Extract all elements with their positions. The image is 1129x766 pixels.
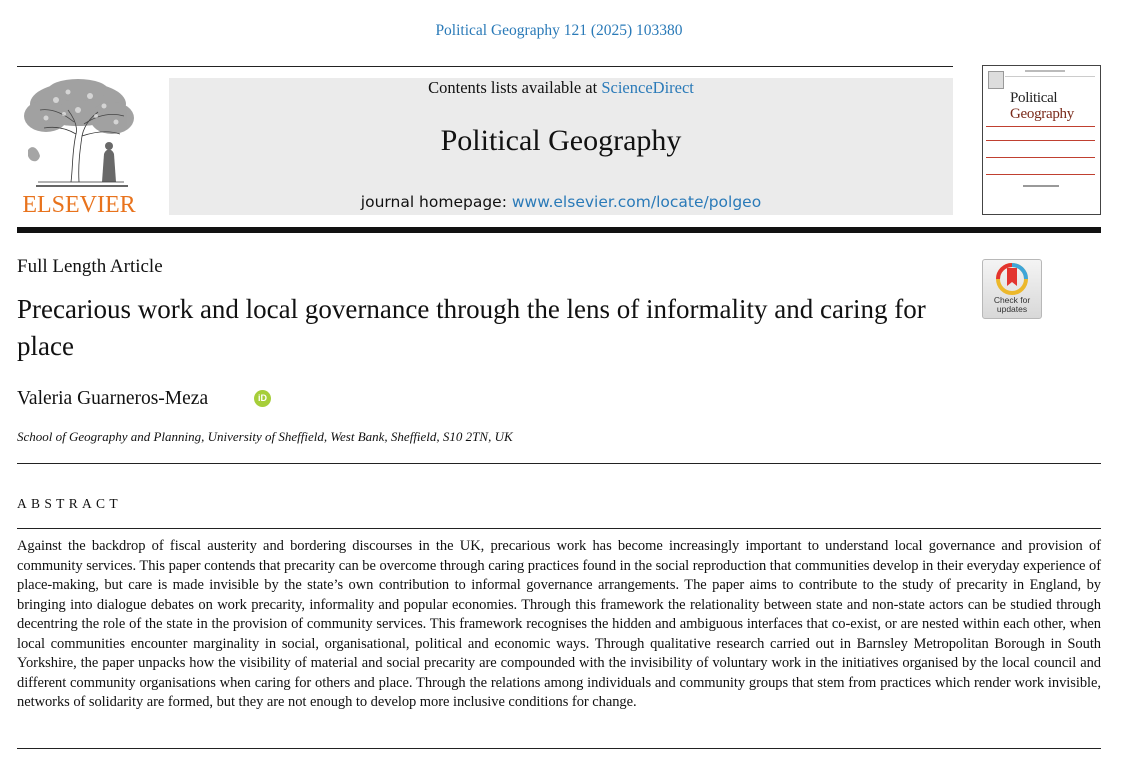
contents-prefix: Contents lists available at <box>428 78 602 97</box>
contents-line <box>169 78 953 98</box>
abstract-bottom-rule <box>17 748 1101 749</box>
journal-banner <box>169 78 953 215</box>
elsevier-tree-icon <box>16 78 142 190</box>
header-top-rule <box>17 66 953 67</box>
article-title: Precarious work and local governance through the lens of informality and caring for place <box>17 294 926 361</box>
article-type: Full Length Article <box>17 256 163 277</box>
check-label-line1: Check for <box>993 295 1031 305</box>
homepage-prefix: journal homepage: <box>360 193 512 211</box>
header-thick-rule <box>17 227 1101 233</box>
cover-header-line <box>1005 76 1095 77</box>
journal-title: Political Geography <box>440 124 682 157</box>
abstract-rule <box>17 528 1101 529</box>
journal-cover-thumbnail[interactable] <box>982 65 1101 215</box>
orcid-icon[interactable]: iD <box>254 390 271 407</box>
cover-footer-line <box>1023 185 1059 187</box>
check-label-line2: updates <box>996 304 1028 314</box>
homepage-link[interactable]: www.elsevier.com/locate/polgeo <box>511 193 762 211</box>
cover-title-line2: Geography <box>1010 106 1074 122</box>
abstract-heading: ABSTRACT <box>17 496 122 511</box>
cover-divider <box>986 174 1095 175</box>
abstract-text: Against the backdrop of fiscal austerity and bordering discourses in the UK, precarious work has become increasingly important to understand local governance and provision of community services. This paper contends that precarity can be overcome through caring practices found in the social reproduction that communities develop in their everyday experience of place-making, but care is made invisible by the state’s own contribution to informal governance arrangements. The paper aims to contribute to the study of precarity in England, by bringing into dialogue debates on work precarity, informality and popular economies. Through this framework the relationality between state and non-state actors can be studied through decentring the role of the state in the provision of community services. This framework recognises the hidden and ambiguous interfaces that co-exist, or are nested within each other, when local communities encounter marginality in social, organisational, political and economic ways. Through qualitative research carried out in Barnsley Metropolitan Borough in South Yorkshire, the paper unpacks how the visibility of material and social precarity are compounded with the invisibility of voluntary work in the initiatives organised by the local council and different community organisations when caring for others and place. Through the relations among individuals and community groups that stem from practices which render work invisible, networks of solidarity are formed, but they are not enough to develop more inclusive conditions for change. <box>17 538 1101 710</box>
elsevier-logo[interactable] <box>16 78 142 218</box>
homepage-line <box>169 193 953 211</box>
author-name[interactable]: Valeria Guarneros-Meza <box>17 388 209 409</box>
check-for-updates-icon <box>983 260 1041 296</box>
check-for-updates-label <box>983 296 1041 314</box>
check-for-updates-button[interactable] <box>982 259 1042 319</box>
cover-title-line1: Political <box>1010 90 1058 106</box>
sciencedirect-link[interactable]: ScienceDirect <box>601 78 694 97</box>
cover-divider <box>986 157 1095 158</box>
cover-divider <box>986 126 1095 127</box>
cover-publisher-icon <box>988 71 1004 89</box>
author-affiliation: School of Geography and Planning, University of Sheffield, West Bank, Sheffield, S10 2TN, UK <box>17 429 513 444</box>
affiliation-rule <box>17 463 1101 464</box>
journal-citation[interactable]: Political Geography 121 (2025) 103380 <box>435 22 683 39</box>
cover-divider <box>986 140 1095 141</box>
cover-header-line <box>1025 70 1065 72</box>
elsevier-wordmark: ELSEVIER <box>22 192 136 218</box>
